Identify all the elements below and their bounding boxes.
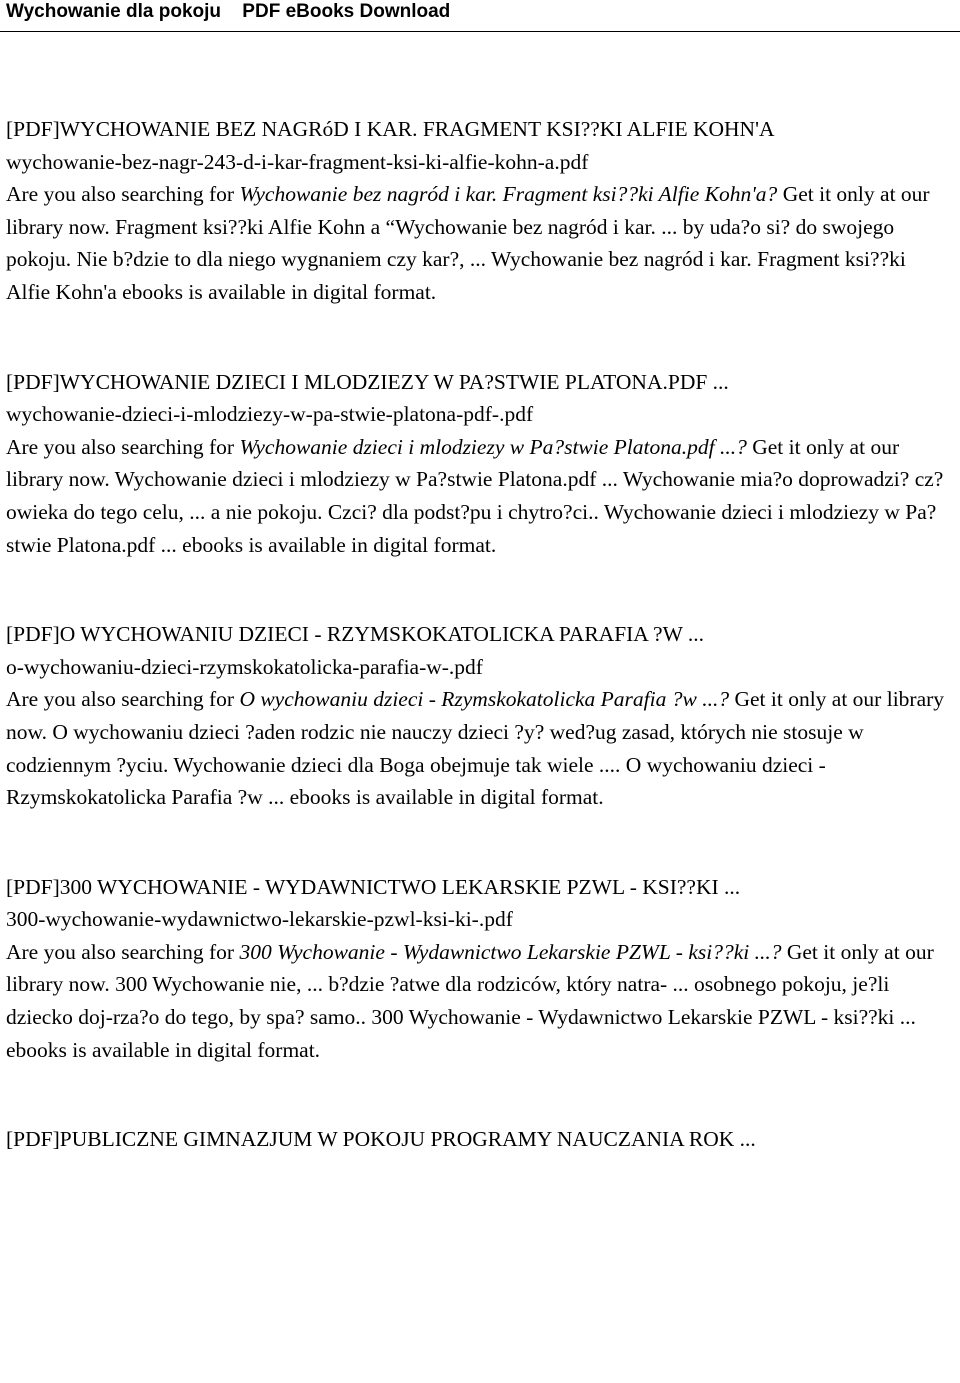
description-book-title: O wychowaniu dzieci - Rzymskokatolicka Parafia ?w ...? <box>239 687 730 712</box>
result-description <box>6 683 954 813</box>
result-title[interactable]: [PDF]WYCHOWANIE BEZ NAGRóD I KAR. FRAGMENT KSI??KI ALFIE KOHN'A <box>6 117 775 141</box>
description-intro: Are you also searching for <box>6 182 240 207</box>
description-text: Get it only at our library now. Fragment ksi??ki Alfie Kohn a “Wychowanie bez nagród i kar. ... by uda?o si? do swojego pokoju. Nie b?dzie to dla niego wygnaniem czy kar?, ... Wychowanie bez nagród i kar. Fragment ksi??ki Alfie Kohn'a ebooks is available in digital format. <box>6 182 930 304</box>
site-subtitle: PDF eBooks Download <box>242 1 451 22</box>
result-description <box>6 178 954 308</box>
result-filename: o-wychowaniu-dzieci-rzymskokatolicka-parafia-w-.pdf <box>6 654 483 679</box>
site-title[interactable]: Wychowanie dla pokoju <box>6 1 222 22</box>
result-title[interactable]: [PDF]300 WYCHOWANIE - WYDAWNICTWO LEKARSKIE PZWL - KSI??KI ... <box>6 874 741 899</box>
description-intro: Are you also searching for <box>6 687 240 712</box>
description-intro: Are you also searching for <box>6 939 240 964</box>
results-list <box>6 113 954 1213</box>
result-filename: wychowanie-dzieci-i-mlodziezy-w-pa-stwie-platona-pdf-.pdf <box>6 402 534 427</box>
result-description <box>6 431 954 561</box>
result-entry <box>6 113 954 309</box>
result-title[interactable]: [PDF]O WYCHOWANIU DZIECI - RZYMSKOKATOLICKA PARAFIA ?W ... <box>6 622 704 647</box>
result-entry <box>6 366 954 562</box>
result-entry <box>6 618 954 814</box>
description-text: Get it only at our library now. O wychowaniu dzieci ?aden rodzic nie nauczy dzieci ?y? wed?ug zasad, których nie stosuje w codziennym ?yciu. Wychowanie dzieci dla Boga obejmuje tak wiele .... O wychowaniu dzieci - Rzymskokatolicka Parafia ?w ... ebooks is available in digital format. <box>6 687 945 810</box>
result-entry <box>6 871 954 1067</box>
description-text: Get it only at our library now. 300 Wychowanie nie, ... b?dzie ?atwe dla rodziców, który natra- ... osobnego pokoju, je?li dziecko doj-rza?o do tego, by spa? samo.. 300 Wychowanie - Wydawnictwo Lekarskie PZWL - ksi??ki ... ebooks is available in digital format. <box>6 939 934 1062</box>
description-intro: Are you also searching for <box>6 434 240 459</box>
result-description <box>6 936 954 1066</box>
result-title[interactable]: [PDF]PUBLICZNE GIMNAZJUM W POKOJU PROGRAMY NAUCZANIA ROK ... <box>6 1127 756 1152</box>
result-entry <box>6 1123 954 1156</box>
description-book-title: Wychowanie bez nagród i kar. Fragment ksi??ki Alfie Kohn'a? <box>239 182 778 207</box>
result-filename: wychowanie-bez-nagr-243-d-i-kar-fragment-ksi-ki-alfie-kohn-a.pdf <box>6 149 589 174</box>
description-book-title: Wychowanie dzieci i mlodziezy w Pa?stwie Platona.pdf ...? <box>239 434 747 459</box>
result-filename: 300-wychowanie-wydawnictwo-lekarskie-pzwl-ksi-ki-.pdf <box>6 907 513 932</box>
description-book-title: 300 Wychowanie - Wydawnictwo Lekarskie PZWL - ksi??ki ...? <box>239 939 782 964</box>
result-title[interactable]: [PDF]WYCHOWANIE DZIECI I MLODZIEZY W PA?STWIE PLATONA.PDF ... <box>6 369 729 394</box>
header-divider <box>0 31 960 32</box>
page-header <box>6 0 450 26</box>
description-text: Get it only at our library now. Wychowanie dzieci i mlodziezy w Pa?stwie Platona.pdf ... Wychowanie mia?o doprowadzi? cz?owieka do tego celu, ... a nie pokoju. Czci? dla podst?pu i chytro?ci.. Wychowanie dzieci i mlodziezy w Pa?stwie Platona.pdf ... ebooks is available in digital format. <box>6 434 944 557</box>
